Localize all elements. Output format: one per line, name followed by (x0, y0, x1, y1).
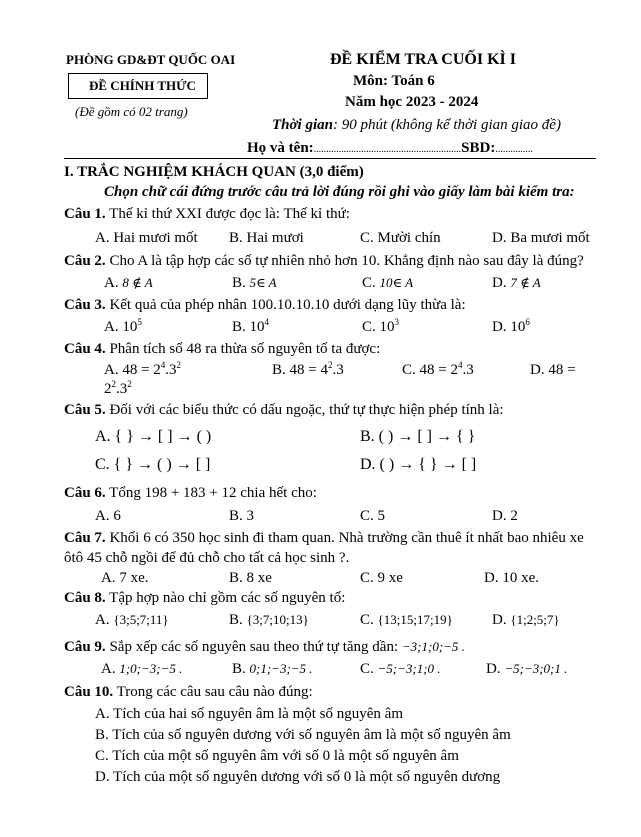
q3-option-d: D. $10^6$ (492, 317, 530, 335)
q2-option-a: A. 8 ∉ A (104, 275, 153, 291)
q10-option-b: B. Tích của số nguyên dương với số nguyên âm là một số nguyên âm (95, 727, 511, 743)
q8-option-b: B. {3;7;10;13} (229, 612, 309, 628)
q9-option-c: C. −5;−3;1;0 . (360, 661, 441, 677)
q3-option-a: A. $10^5$ (104, 317, 142, 335)
official-label: ĐỀ CHÍNH THỨC (89, 78, 196, 93)
time-value: : 90 phút (không kể thời gian giao đề) (332, 117, 561, 133)
q1-option-a: A. Hai mươi mốt (95, 230, 198, 246)
question-8 (64, 590, 345, 607)
q8-option-a: A. {3;5;7;11} (95, 612, 169, 628)
q3-text: Kết quả của phép nhân 100.10.10.10 dưới dạng lũy thừa là: (105, 297, 466, 313)
time-label: Thời gian (272, 117, 333, 133)
section-instruction: Chọn chữ cái đứng trước câu trả lời đúng rồi ghi vào giấy làm bài kiểm tra: (104, 184, 575, 200)
q6-expression: 198 + 183 + 12 (144, 485, 237, 501)
q9-text: Sắp xếp các số nguyên sau theo thứ tự tăng dần: (105, 639, 402, 655)
q7-option-c: C. 9 xe (360, 570, 403, 586)
q2-option-b: B. 5∈ A (232, 275, 277, 291)
pages-note: (Đề gồm có 02 trang) (75, 104, 188, 119)
q3-option-b: B. $10^4$ (232, 317, 270, 335)
q4-option-d: D. 48 = (530, 362, 576, 378)
q5-option-a: A. { } → [ ] → ( ) (95, 428, 212, 445)
q9-option-d: D. −5;−3;0;1 . (486, 661, 568, 677)
q3-option-c: C. $10^3$ (362, 317, 400, 335)
q6-option-d: D. 2 (492, 508, 518, 524)
q7-text-cont: ôtô 45 chỗ ngồi để đủ chỗ cho tất cả học sinh ?. (64, 550, 350, 566)
question-6 (64, 485, 317, 502)
q6-option-a: A. 6 (95, 508, 121, 524)
q9-label: Câu 9. (64, 639, 106, 655)
q4-option-c: C. $48 = 2^4.3$ (402, 360, 474, 378)
subject: Môn: Toán 6 (353, 73, 435, 89)
q4-option-b: B. $48 = 4^2.3$ (272, 360, 344, 378)
q2-text: Cho A là tập hợp các số tự nhiên nhỏ hơn 10. Khẳng định nào sau đây là đúng? (105, 253, 584, 269)
q4-option-a: A. $48 = 2^4.3^2$ (104, 360, 182, 378)
q7-text: Khối 6 có 350 học sinh đi tham quan. Nhà trường cần thuê ít nhất bao nhiêu xe (105, 530, 584, 546)
section-title: I. TRẮC NGHIỆM KHÁCH QUAN (3,0 điểm) (64, 164, 364, 180)
q5-option-c: C. { } → ( ) → [ ] (95, 456, 211, 473)
q5-option-b: B. ( ) → [ ] → { } (360, 428, 476, 445)
q9-option-a: A. 1;0;−3;−5 . (101, 661, 183, 677)
q2-label: Câu 2. (64, 253, 106, 269)
question-1 (64, 206, 350, 223)
name-dots: ........................................................... (313, 144, 462, 155)
question-7 (64, 530, 584, 547)
q8-option-d: D. {1;2;5;7} (492, 612, 560, 628)
q6-text-end: chia hết cho: (236, 485, 317, 501)
name-label: Họ và tên: (247, 140, 314, 156)
q1-option-b: B. Hai mươi (229, 230, 304, 246)
q1-option-d: D. Ba mươi mốt (492, 230, 590, 246)
q7-option-b: B. 8 xe (229, 570, 272, 586)
q2-option-c: C. 10∈ A (362, 275, 414, 291)
question-5 (64, 402, 504, 419)
question-10 (64, 684, 313, 701)
q1-label: Câu 1. (64, 206, 106, 222)
q3-label: Câu 3. (64, 297, 106, 313)
q2-option-d: D. 7 ∉ A (492, 275, 541, 291)
q8-option-c: C. {13;15;17;19} (360, 612, 453, 628)
q7-option-d: D. 10 xe. (484, 570, 539, 586)
q7-option-a: A. 7 xe. (101, 570, 149, 586)
q6-text: Tổng (105, 485, 145, 501)
q8-text: Tập hợp nào chỉ gồm các số nguyên tố: (105, 590, 346, 606)
q1-option-c: C. Mười chín (360, 230, 441, 246)
q4-option-d-cont: $2^2.3^2$ (104, 379, 132, 397)
q1-text: Thế kỉ thứ XXI được đọc là: Thế kỉ thứ: (105, 206, 350, 222)
time-line (272, 117, 561, 134)
q8-label: Câu 8. (64, 590, 106, 606)
q10-text: Trong các câu sau câu nào đúng: (113, 684, 313, 700)
school-year: Năm học 2023 - 2024 (345, 94, 479, 110)
q9-option-b: B. 0;1;−3;−5 . (232, 661, 313, 677)
q10-option-a: A. Tích của hai số nguyên âm là một số nguyên âm (95, 706, 403, 722)
q10-option-d: D. Tích của một số nguyên dương với số 0 là một số nguyên dương (95, 769, 501, 785)
question-3 (64, 297, 466, 314)
sbd-label: SBD: (461, 140, 496, 156)
q9-sequence: −3;1;0;−5 . (401, 639, 465, 654)
question-2 (64, 253, 584, 270)
exam-title: ĐỀ KIỂM TRA CUỐI KÌ I (330, 51, 516, 68)
q6-label: Câu 6. (64, 485, 106, 501)
q4-text: Phân tích số 48 ra thừa số nguyên tố ta được: (105, 341, 381, 357)
name-line (247, 140, 533, 157)
sbd-dots: ............... (495, 144, 533, 155)
divider-line (64, 158, 596, 159)
q5-text: Đối với các biểu thức có dấu ngoặc, thứ tự thực hiện phép tính là: (105, 402, 504, 418)
q10-option-c: C. Tích của một số nguyên âm với số 0 là một số nguyên âm (95, 748, 459, 764)
question-9 (64, 639, 465, 656)
department-name: PHÒNG GD&ĐT QUỐC OAI (66, 52, 236, 67)
question-4 (64, 341, 380, 358)
q5-option-d: D. ( ) → { } → [ ] (360, 456, 477, 473)
q5-label: Câu 5. (64, 402, 106, 418)
q7-label: Câu 7. (64, 530, 106, 546)
q4-label: Câu 4. (64, 341, 106, 357)
q6-option-c: C. 5 (360, 508, 386, 524)
q6-option-b: B. 3 (229, 508, 255, 524)
q10-label: Câu 10. (64, 684, 114, 700)
